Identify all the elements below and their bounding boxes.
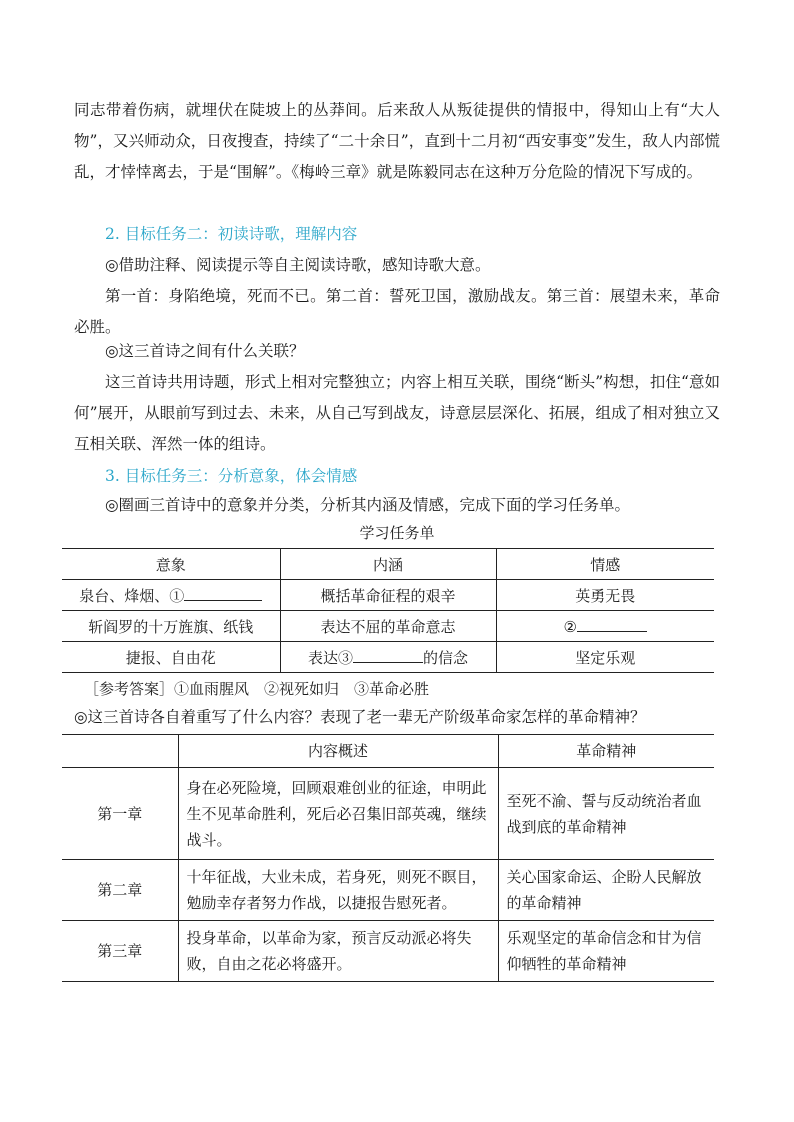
chapter-cell: 第三章 [62,921,178,982]
reference-answer: ［参考答案］①血雨腥风 ②视死如归 ③革命必胜 [84,680,430,698]
table-header-row [62,735,714,768]
summary-table [62,734,714,982]
cell-meaning: 概括革命征程的艰辛 [280,580,496,611]
table-row [62,611,714,642]
table-row [62,580,714,611]
header-image: 意象 [62,549,280,580]
task2-prompt-2: ◎这三首诗之间有什么关联？ [105,342,305,360]
task3-heading: 3. 目标任务三：分析意象，体会情感 [105,467,358,485]
header-content: 内容概述 [178,735,498,768]
spirit-cell: 关心国家命运、企盼人民解放的革命精神 [498,860,714,921]
cell-image [62,580,280,611]
cell-text: 表达③ [307,648,353,667]
content-cell: 投身革命，以革命为家，预言反动派必将失败，自由之花必将盛开。 [178,921,498,982]
table-row [62,642,714,673]
table-row [62,768,714,860]
task3-prompt: ◎圈画三首诗中的意象并分类，分析其内涵及情感，完成下面的学习任务单。 [105,496,631,514]
table-row [62,860,714,921]
content-cell: 十年征战，大业未成，若身死，则死不瞑目，勉励幸存者努力作战，以捷报告慰死者。 [178,860,498,921]
cell-feeling [496,611,714,642]
worksheet-table [62,548,714,673]
task2-answer-2: 这三首诗共用诗题，形式上相对完整独立；内容上相互关联，围绕“断头”构想，扣住“意如何”展开，从眼前写到过去、未来，从自己写到战友，诗意层层深化、拓展，组成了相对独立又互相关联、浑然一体的组诗。 [74,373,720,453]
cell-text: ② [563,617,577,636]
table-header-row [62,549,714,580]
content-cell: 身在必死险境，回顾艰难创业的征途，申明此生不见革命胜利，死后必召集旧部英魂，继续战斗。 [178,768,498,860]
chapter-cell: 第二章 [62,860,178,921]
cell-feeling: 英勇无畏 [496,580,714,611]
cell-feeling: 坚定乐观 [496,642,714,673]
table-row [62,921,714,982]
chapter-cell: 第一章 [62,768,178,860]
answer-blank-1[interactable] [184,586,262,601]
header-spirit: 革命精神 [498,735,714,768]
header-meaning: 内涵 [280,549,496,580]
cell-image: 捷报、自由花 [62,642,280,673]
spirit-cell: 乐观坚定的革命信念和甘为信仰牺牲的革命精神 [498,921,714,982]
answer-blank-2[interactable] [577,617,647,632]
cell-text: 泉台、烽烟、① [79,586,185,605]
header-feeling: 情感 [496,549,714,580]
task2-prompt-1: ◎借助注释、阅读提示等自主阅读诗歌，感知诗歌大意。 [105,256,491,274]
cell-meaning [280,642,496,673]
spirit-cell: 至死不渝、誓与反动统治者血战到底的革命精神 [498,768,714,860]
question-2: ◎这三首诗各自着重写了什么内容？表现了老一辈无产阶级革命家怎样的革命精神？ [74,708,646,726]
answer-blank-3[interactable] [353,648,423,663]
header-blank [62,735,178,768]
worksheet-caption: 学习任务单 [359,524,435,542]
task2-heading: 2. 目标任务二：初读诗歌，理解内容 [105,225,358,243]
cell-text: 的信念 [423,648,469,667]
intro-paragraph: 同志带着伤病，就埋伏在陡坡上的丛莽间。后来敌人从叛徒提供的情报中，得知山上有“大人物”，又兴师动众，日夜搜查，持续了“二十余日”，直到十二月初“西安事变”发生，敌人内部慌乱，才悻悻离去，于是“围解”。《梅岭三章》就是陈毅同志在这种万分危险的情况下写成的。 [74,101,720,181]
task2-answer-1: 第一首：身陷绝境，死而不已。第二首：誓死卫国，激励战友。第三首：展望未来，革命必胜。 [74,287,720,336]
cell-meaning: 表达不屈的革命意志 [280,611,496,642]
cell-image: 斩阎罗的十万旌旗、纸钱 [62,611,280,642]
